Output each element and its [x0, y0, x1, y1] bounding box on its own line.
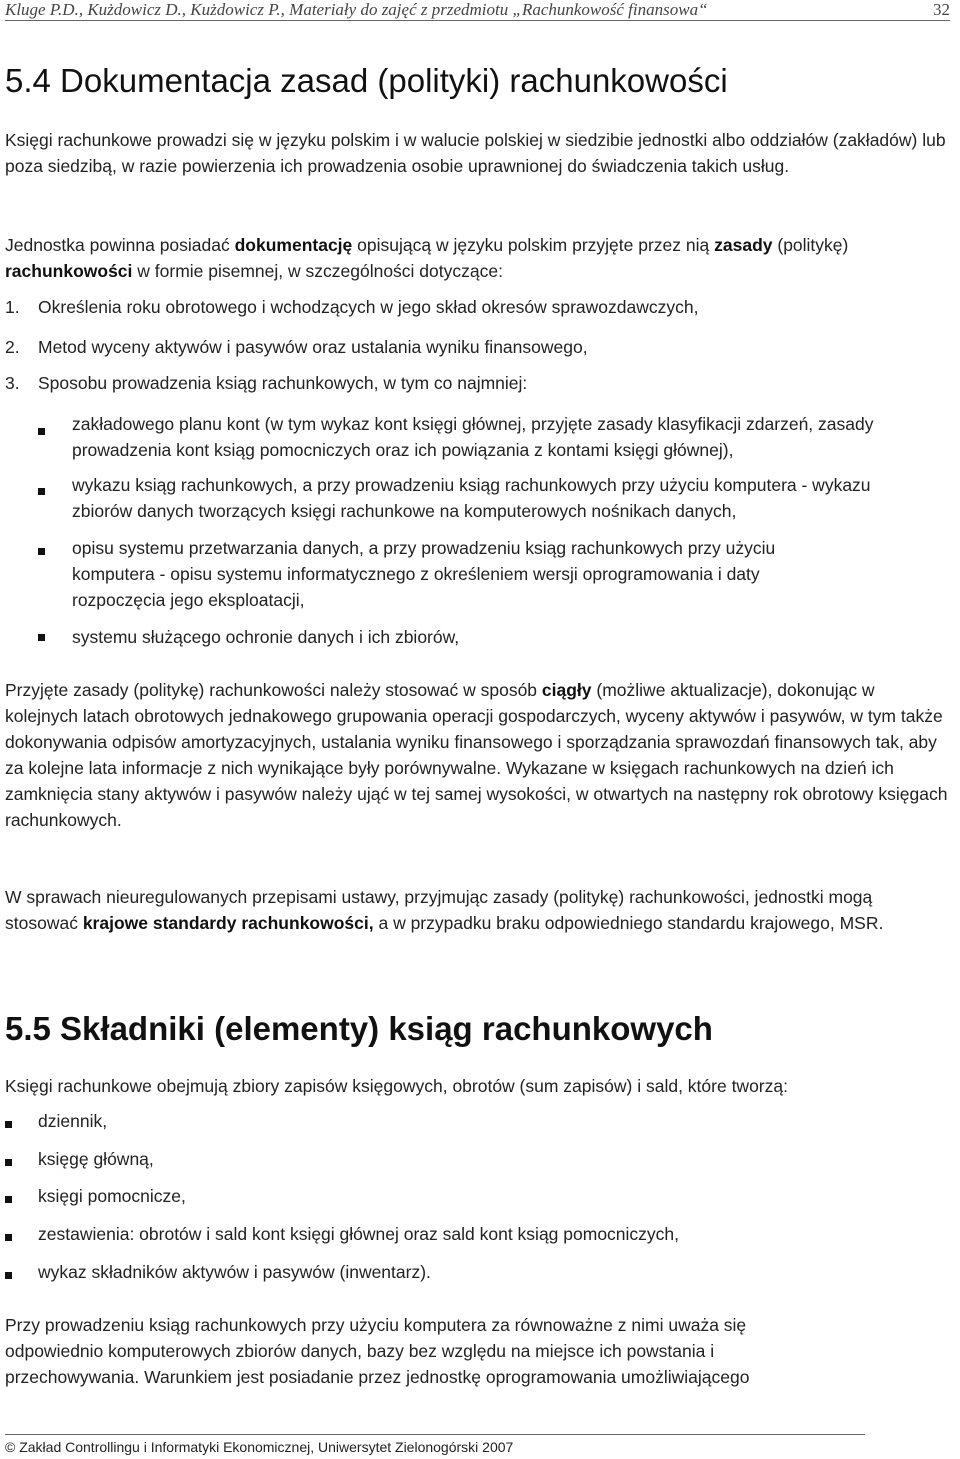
bullet-square-icon	[38, 428, 45, 435]
page-footer: © Zakład Controllingu i Informatyki Ekonomicznej, Uniwersytet Zielonogórski 2007	[5, 1434, 865, 1455]
section-5-4-title: 5.4 Dokumentacja zasad (polityki) rachunkowości	[5, 62, 728, 99]
component-item-1: dziennik,	[38, 1111, 108, 1131]
p2-bold-1: dokumentację	[234, 235, 353, 255]
numbered-item-text: Metod wyceny aktywów i pasywów oraz ustalania wyniku finansowego,	[38, 337, 588, 357]
bullet-square-icon	[5, 1159, 12, 1166]
bullet-square-icon	[38, 634, 45, 641]
component-item-4: zestawienia: obrotów i sald kont księgi głównej oraz sald kont ksiąg pomocniczych,	[38, 1224, 680, 1244]
component-item-3: księgi pomocnicze,	[38, 1186, 186, 1206]
sublist-item-4: systemu służącego ochronie danych i ich zbiorów,	[72, 627, 460, 647]
sublist-item-3: opisu systemu przetwarzania danych, a przy prowadzeniu ksiąg rachunkowych przy użyciu komputera - opisu systemu informatycznego z określeniem wersji oprogramowania i daty rozpoczęcia jego eksploatacji,	[72, 538, 776, 610]
section-5-5-title: 5.5 Składniki (elementy) ksiąg rachunkowych	[5, 1010, 713, 1047]
page-number: 32	[933, 0, 950, 19]
numbered-item-number: 2.	[5, 337, 20, 357]
p3-bold-1: ciągły	[541, 680, 592, 700]
bullet-square-icon	[5, 1234, 12, 1241]
p3-text-1: Przyjęte zasady (politykę) rachunkowości należy stosować w sposób	[5, 680, 542, 700]
component-item-2: księgę główną,	[38, 1149, 154, 1169]
p4-bold-1: krajowe standardy rachunkowości,	[82, 913, 374, 933]
bullet-square-icon	[5, 1196, 12, 1203]
bullet-square-icon	[38, 548, 45, 555]
p2-bold-2: zasady	[714, 235, 773, 255]
component-item-5: wykaz składników aktywów i pasywów (inwentarz).	[38, 1262, 431, 1282]
sublist-item-2: wykazu ksiąg rachunkowych, a przy prowadzeniu ksiąg rachunkowych przy użyciu komputera - wykazu zbiorów danych tworzących księgi rachunkowe na komputerowych nośnikach danych,	[72, 475, 871, 521]
numbered-item-text: Sposobu prowadzenia ksiąg rachunkowych, w tym co najmniej:	[38, 373, 528, 393]
p2-text-2: opisującą w języku polskim przyjęte przez nią	[352, 235, 715, 255]
sublist-item-1: zakładowego planu kont (w tym wykaz kont księgi głównej, przyjęte zasady klasyfikacji zdarzeń, zasady prowadzenia kont ksiąg pomocniczych oraz ich powiązania z kontami księgi głównej),	[72, 414, 874, 460]
numbered-item-text: Określenia roku obrotowego i wchodzących w jego skład okresów sprawozdawczych,	[38, 297, 699, 317]
numbered-item-number: 3.	[5, 373, 20, 393]
p3-text-2: (możliwe aktualizacje), dokonując w kolejnych latach obrotowych jednakowego grupowania operacji gospodarczych, wyceny aktywów i pasywów, w tym także dokonywania odpisów amortyzacyjnych, ustalania wyniku finansowego i sporządzania sprawozdań finansowych tak, aby za kolejne lata informacje z nich wynikające były porównywalne. Wykazane w księgach rachunkowych na dzień ich zamknięcia stany aktywów i pasywów należy ująć w tej samej wysokości, w otwartych na następny rok obrotowy księgach rachunkowych.	[5, 680, 948, 830]
p2-text-1: Jednostka powinna posiadać	[5, 235, 235, 255]
p2-text-3: (politykę)	[772, 235, 849, 255]
numbered-item-1	[5, 294, 698, 320]
paragraph-3	[5, 677, 950, 833]
numbered-item-number: 1.	[5, 297, 20, 317]
paragraph-1: Księgi rachunkowe prowadzi się w języku polskim i w walucie polskiej w siedzibie jednostki albo oddziałów (zakładów) lub poza siedzibą, w razie powierzenia ich prowadzenia osobie uprawnionej do świadczenia takich usług.	[5, 130, 946, 176]
paragraph-2	[5, 232, 950, 284]
header-text: Kluge P.D., Kużdowicz D., Kużdowicz P., Materiały do zajęć z przedmiotu „Rachunkowość finansowa“	[5, 0, 708, 19]
p4-text-2: a w przypadku braku odpowiedniego standardu krajowego, MSR.	[373, 913, 884, 933]
paragraph-4	[5, 884, 905, 936]
numbered-item-3	[5, 370, 527, 396]
numbered-item-2	[5, 334, 588, 360]
paragraph-last: Przy prowadzeniu ksiąg rachunkowych przy użyciu komputera za równoważne z nimi uważa się odpowiednio komputerowych zbiorów danych, bazy bez względu na miejsce ich powstania i przechowywania. Warunkiem jest posiadanie przez jednostkę oprogramowania umożliwiającego	[5, 1315, 750, 1387]
section-5-5-intro: Księgi rachunkowe obejmują zbiory zapisów księgowych, obrotów (sum zapisów) i sald, które tworzą:	[5, 1076, 788, 1096]
p4-text-1: W sprawach nieuregulowanych przepisami ustawy, przyjmując zasady (politykę) rachunkowości, jednostki mogą stosować	[5, 887, 873, 933]
page-header	[5, 0, 950, 21]
p2-text-4: w formie pisemnej, w szczególności dotyczące:	[132, 261, 503, 281]
bullet-square-icon	[5, 1121, 12, 1128]
bullet-square-icon	[5, 1272, 12, 1279]
p2-bold-3: rachunkowości	[5, 261, 133, 281]
bullet-square-icon	[38, 488, 45, 495]
